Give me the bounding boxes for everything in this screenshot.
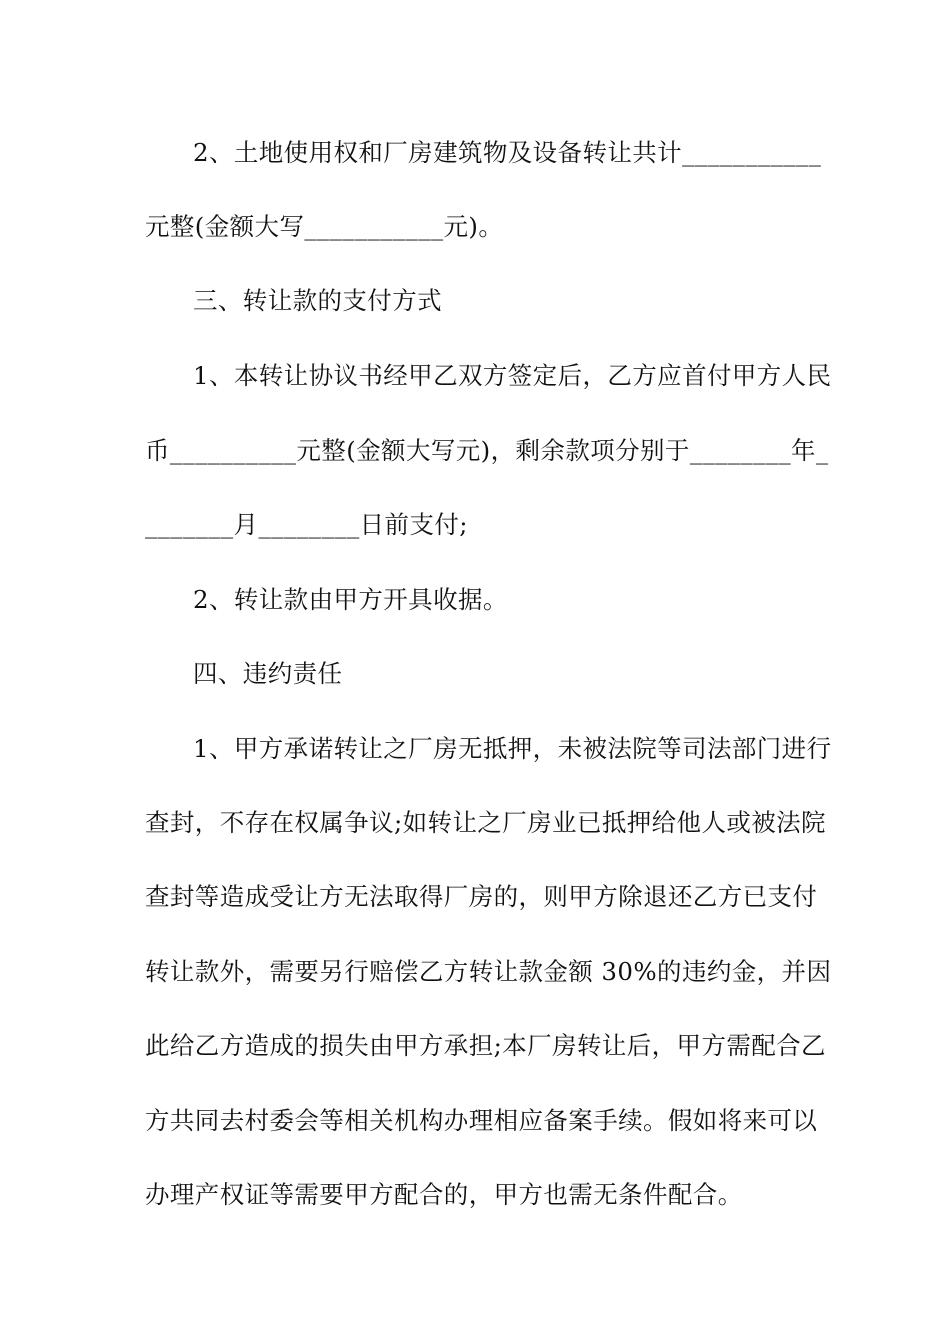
section-4-clause-1-line-5: 此给乙方造成的损失由甲方承担;本厂房转让后，甲方需配合乙: [145, 1031, 826, 1060]
section-3-heading: 三、转让款的支付方式: [193, 286, 442, 315]
section-4-clause-1-line-3: 查封等造成受让方无法取得厂房的，则甲方除退还乙方已支付: [145, 882, 818, 911]
section-4-clause-1-line-7: 办理产权证等需要甲方配合的，甲方也需无条件配合。: [145, 1180, 743, 1209]
section-3-clause-1: 1、本转让协议书经甲乙双方签定后，乙方应首付甲方人民: [193, 361, 832, 390]
section-4-clause-1-line-2: 查封，不存在权属争议;如转让之厂房业已抵押给他人或被法院: [145, 808, 826, 837]
clause-2-total-price-continued: 元整(金额大写___________元)。: [145, 212, 504, 241]
section-4-heading: 四、违约责任: [193, 659, 343, 688]
section-3-clause-1-date: _______月________日前支付;: [145, 510, 468, 539]
section-3-clause-2: 2、转让款由甲方开具收据。: [193, 585, 508, 614]
section-4-clause-1-line-4: 转让款外，需要另行赔偿乙方转让款金额 30%的违约金，并因: [145, 957, 832, 986]
clause-2-total-price: 2、土地使用权和厂房建筑物及设备转让共计___________: [193, 138, 822, 167]
section-4-clause-1: 1、甲方承诺转让之厂房无抵押，未被法院等司法部门进行: [193, 734, 832, 763]
section-4-clause-1-line-6: 方共同去村委会等相关机构办理相应备案手续。假如将来可以: [145, 1106, 818, 1135]
section-3-clause-1-continued: 币__________元整(金额大写元)，剩余款项分别于________年_: [145, 436, 829, 465]
